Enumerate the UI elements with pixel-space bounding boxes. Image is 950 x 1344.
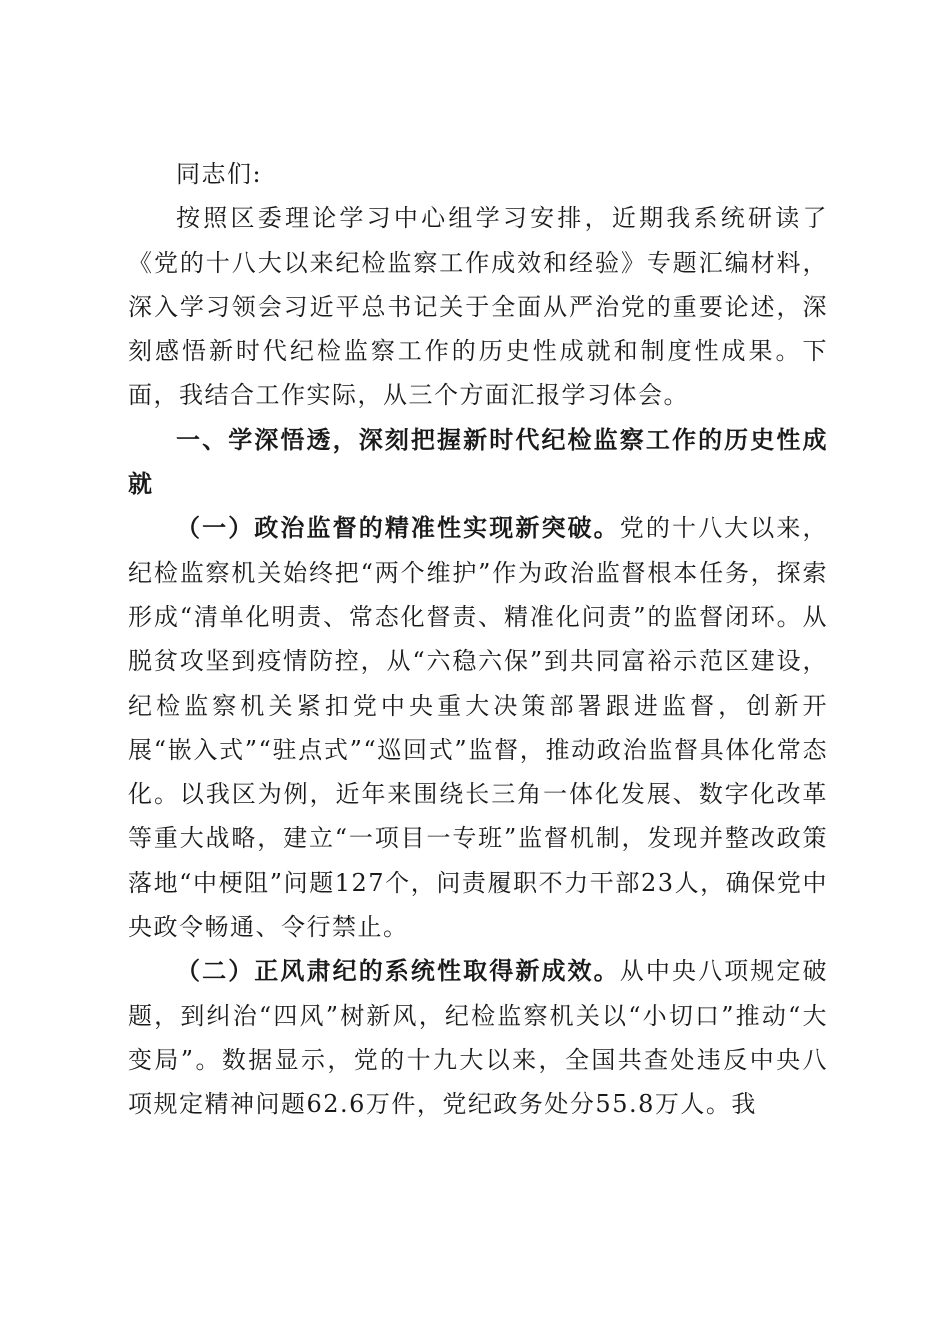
subsection-lead-2: （二）正风肃纪的系统性取得新成效。	[176, 956, 620, 986]
subsection-body-2: 从中央八项规定破题，到纠治“四风”树新风，纪检监察机关以“小切口”推动“大变局”。数据显示，党的十九大以来，全国共查处违反中央八项规定精神问题62.6万件，党纪政务处分55.8万人。我	[128, 957, 829, 1119]
section-heading-1: 一、学深悟透，深刻把握新时代纪检监察工作的历史性成就	[128, 424, 828, 499]
subsection-lead-1: （一）政治监督的精准性实现新突破。	[176, 513, 620, 543]
intro-paragraph: 按照区委理论学习中心组学习安排，近期我系统研读了《党的十八大以来纪检监察工作成效和经验》专题汇编材料，深入学习领会习近平总书记关于全面从严治党的重要论述，深刻感悟新时代纪检监察工作的历史性成就和制度性成果。下面，我结合工作实际，从三个方面汇报学习体会。	[128, 204, 828, 410]
subsection-paragraph-1	[128, 506, 828, 949]
document-body	[128, 152, 828, 1127]
salutation: 同志们:	[176, 160, 263, 188]
subsection-body-1: 党的十八大以来，纪检监察机关始终把“两个维护”作为政治监督根本任务，探索形成“清单化明责、常态化督责、精准化问责”的监督闭环。从脱贫攻坚到疫情防控，从“六稳六保”到共同富裕示范区建设，纪检监察机关紧扣党中央重大决策部署跟进监督，创新开展“嵌入式”“驻点式”“巡回式”监督，推动政治监督具体化常态化。以我区为例，近年来围绕长三角一体化发展、数字化改革等重大战略，建立“一项目一专班”监督机制，发现并整改政策落地“中梗阻”问题127个，问责履职不力干部23人，确保党中央政令畅通、令行禁止。	[128, 514, 829, 942]
subsection-paragraph-2	[128, 949, 828, 1126]
